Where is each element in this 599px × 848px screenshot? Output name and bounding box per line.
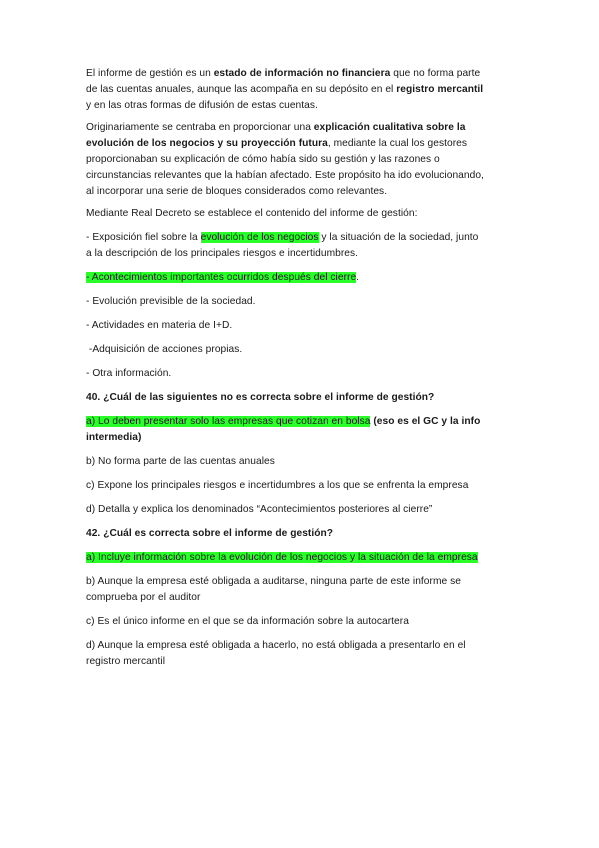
highlighted-text: a) Incluye información sobre la evolución de los negocios y la situación de la empresa [86, 552, 478, 563]
intro-paragraph-3: Mediante Real Decreto se establece el contenido del informe de gestión: [86, 208, 418, 219]
q42-answer-b: b) Aunque la empresa esté obligada a auditarse, ninguna parte de este informe se comprueba por el auditor [86, 576, 461, 603]
bold-text: explicación cualitativa sobre la evolución de los negocios y su proyección futura [86, 122, 466, 149]
text: , mediante la cual los gestores proporcionaban su explicación de cómo había sido su gestión y las razones o circunstancias relevantes que la habían afectado. Este propósito ha ido evolucionando, al incorporar una serie de bloques considerados como relevantes. [86, 138, 484, 197]
text: - [86, 272, 92, 283]
text: que no forma parte de las cuentas anuales, aunque las acompaña en su depósito en el [86, 68, 481, 95]
text: - Exposición fiel sobre la [86, 232, 201, 243]
bold-text: registro mercantil [396, 84, 484, 95]
q40-answer-b: b) No forma parte de las cuentas anuales [86, 456, 275, 467]
list-item-3: - Evolución previsible de la sociedad. [86, 296, 256, 307]
bold-text: estado de información no financiera [213, 68, 391, 79]
list-item-6: - Otra información. [86, 368, 172, 379]
q42-answer-a [86, 550, 486, 566]
list-item-2 [86, 270, 486, 286]
intro-paragraph-1 [86, 66, 486, 114]
text: Originariamente se centraba en proporcionar una [86, 122, 314, 133]
highlighted-text: a) Lo deben presentar solo las empresas que cotizan en bolsa [86, 416, 371, 427]
list-item-4: - Actividades en materia de I+D. [86, 320, 233, 331]
q40-answer-d: d) Detalla y explica los denominados “Acontecimientos posteriores al cierre” [86, 504, 433, 515]
q40-answer-a [86, 414, 486, 446]
list-item-5: -Adquisición de acciones propias. [86, 344, 243, 355]
text: El informe de gestión es un [86, 68, 214, 79]
highlighted-text: evolución de los negocios [200, 232, 319, 243]
highlighted-text [86, 272, 356, 283]
question-42: 42. ¿Cuál es correcta sobre el informe de gestión? [86, 528, 334, 539]
q40-answer-c: c) Expone los principales riesgos e incertidumbres a los que se enfrenta la empresa [86, 480, 469, 491]
bold-text: (eso es el GC y la info intermedia) [86, 416, 481, 443]
q42-answer-d: d) Aunque la empresa esté obligada a hacerlo, no está obligada a presentarlo en el registro mercantil [86, 640, 466, 667]
document-page [86, 66, 486, 678]
q42-answer-c: c) Es el único informe en el que se da información sobre la autocartera [86, 616, 409, 627]
list-item-1 [86, 230, 486, 262]
text: y en las otras formas de difusión de estas cuentas. [86, 100, 318, 111]
text: Acontecimientos importantes ocurridos después del cierre [91, 272, 357, 283]
question-40: 40. ¿Cuál de las siguientes no es correcta sobre el informe de gestión? [86, 392, 435, 403]
intro-paragraph-2 [86, 120, 486, 200]
text: . [356, 272, 360, 283]
text: y la situación de la sociedad, junto a la descripción de los principales riesgos e incertidumbres. [86, 232, 479, 259]
